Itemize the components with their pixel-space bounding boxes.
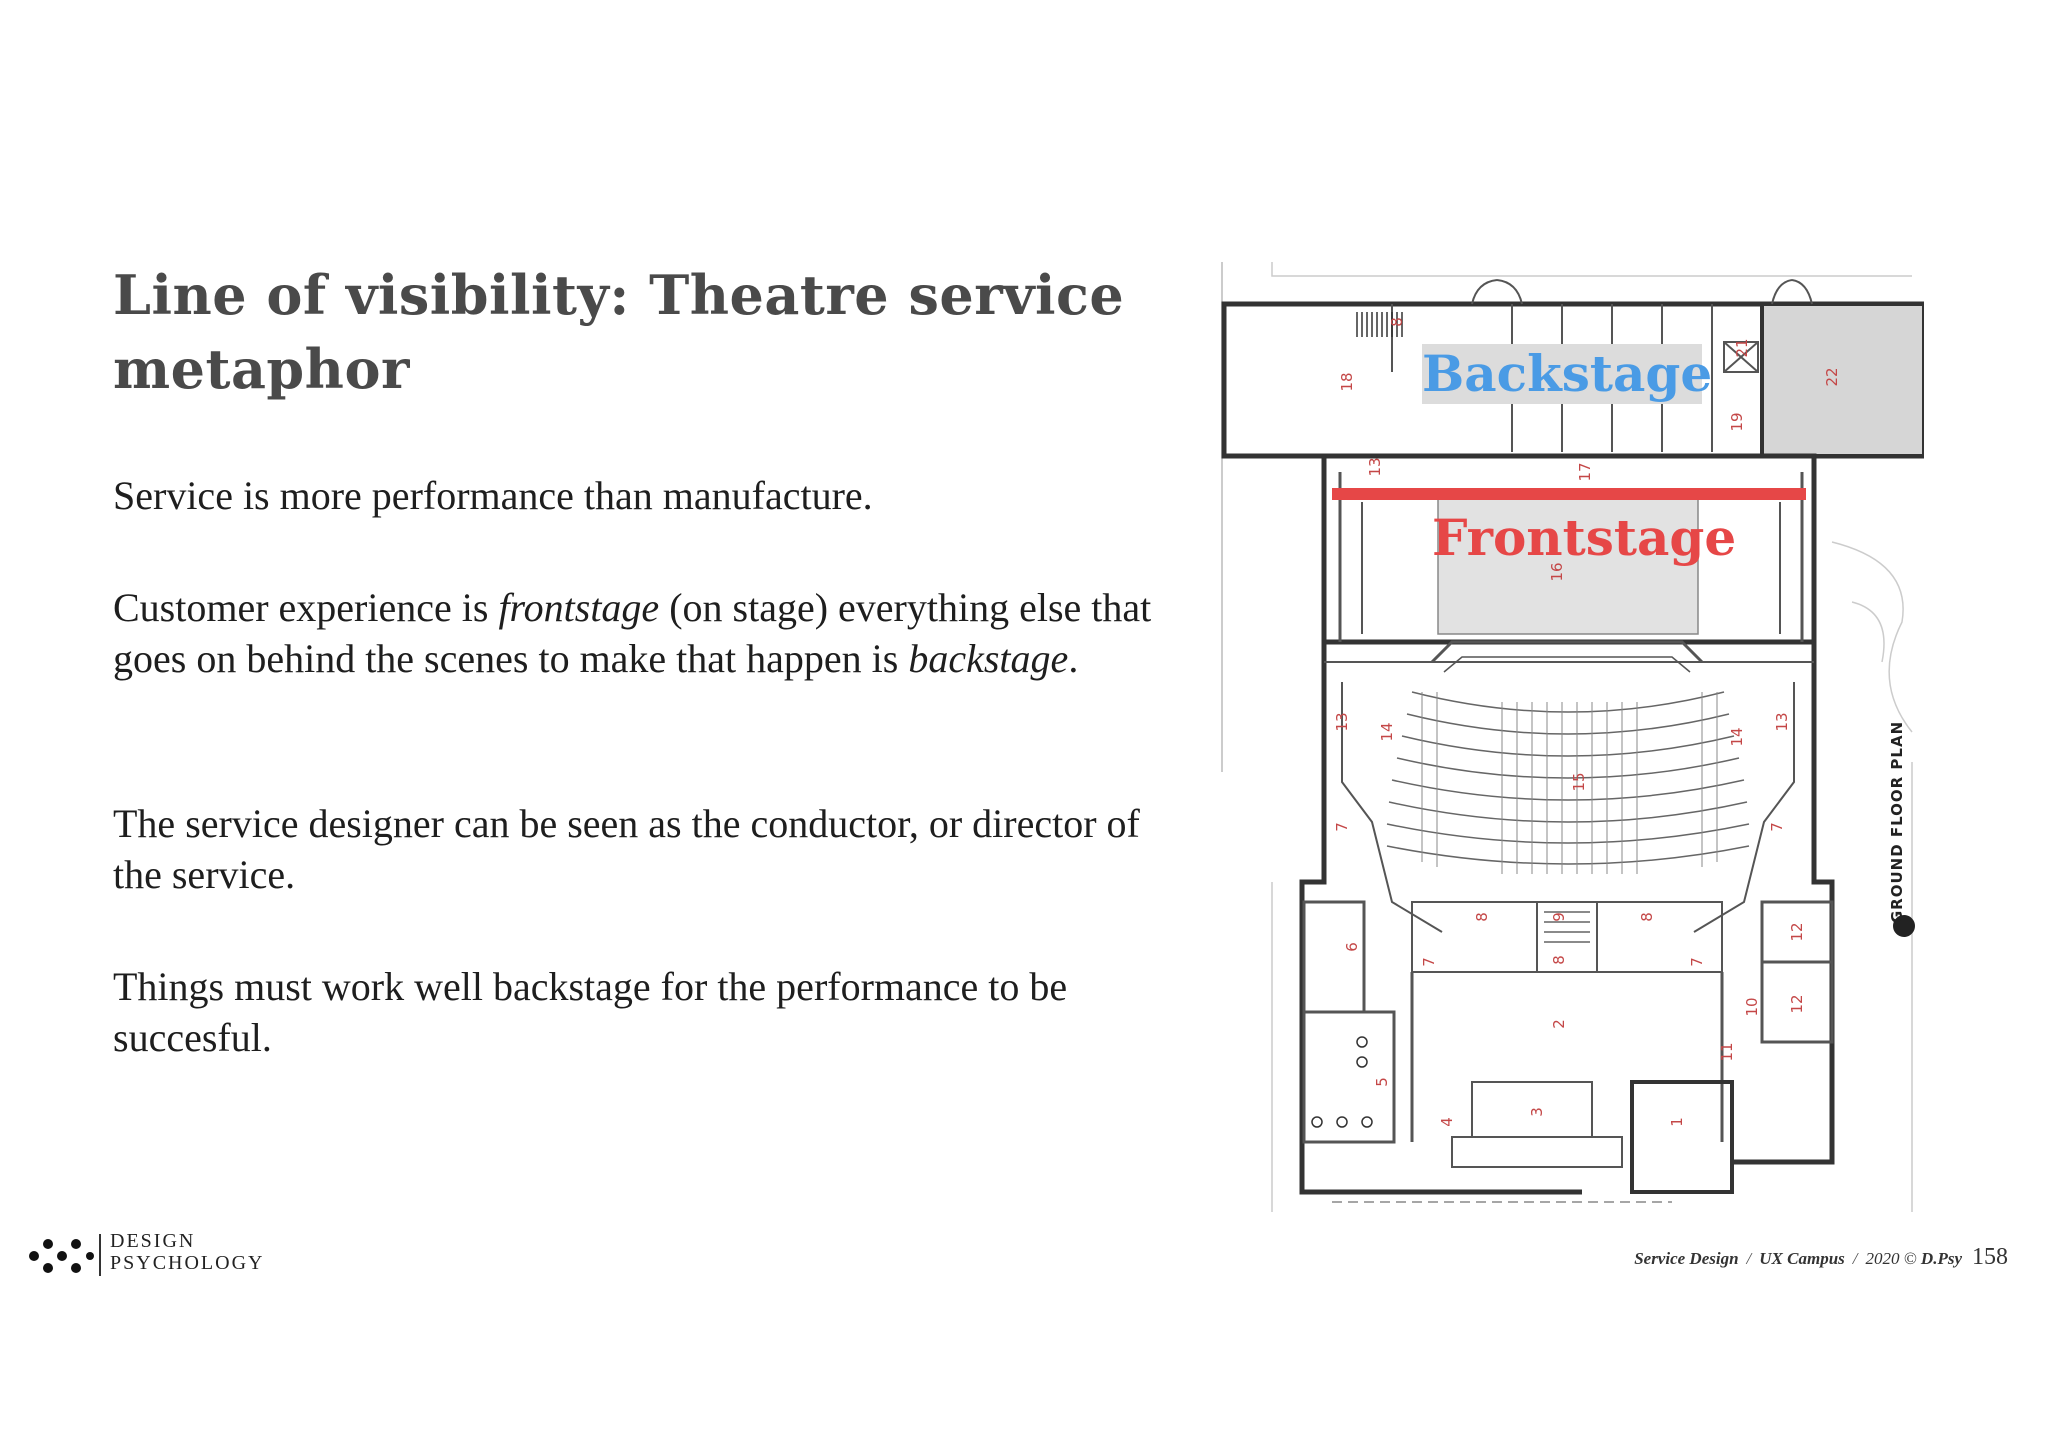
footer-year: 2020 © bbox=[1865, 1249, 1917, 1268]
room-3: 3 bbox=[1528, 1107, 1546, 1117]
p2-text-a: Customer experience is bbox=[113, 585, 499, 630]
p2-text-b: (on stage) everything else that goes on behind the scenes to make that happen is bbox=[113, 585, 1152, 681]
room-1: 1 bbox=[1668, 1117, 1686, 1127]
p2-text-c: . bbox=[1068, 636, 1079, 681]
room-19: 19 bbox=[1728, 412, 1746, 432]
room-18: 18 bbox=[1338, 372, 1356, 392]
room-13-left: 13 bbox=[1333, 712, 1351, 732]
room-9: 9 bbox=[1550, 912, 1568, 922]
frontstage-label: Frontstage bbox=[1432, 508, 1737, 567]
logo-divider bbox=[99, 1234, 101, 1276]
slide-title: Line of visibility: Theatre service metaphor bbox=[113, 263, 1125, 401]
room-7-left: 7 bbox=[1333, 822, 1351, 832]
room-5: 5 bbox=[1373, 1077, 1391, 1087]
room-14-left: 14 bbox=[1378, 722, 1396, 742]
paragraph-backstage-work: Things must work well backstage for the performance to be succesful. bbox=[113, 964, 1068, 1060]
room-14-right: 14 bbox=[1728, 727, 1746, 747]
room-13-right: 13 bbox=[1773, 712, 1791, 732]
backstage-label: Backstage bbox=[1422, 344, 1713, 403]
room-4: 4 bbox=[1438, 1117, 1456, 1127]
backstage-term: backstage bbox=[908, 636, 1069, 681]
room-10: 10 bbox=[1743, 997, 1761, 1017]
footer-separator-1: / bbox=[1746, 1249, 1752, 1268]
paragraph-frontstage-backstage bbox=[113, 582, 1183, 684]
theatre-floor-plan bbox=[1212, 262, 1924, 1212]
room-8-top: 8 bbox=[1388, 317, 1406, 327]
room-7-right: 7 bbox=[1768, 822, 1786, 832]
room-22: 22 bbox=[1823, 367, 1841, 387]
paragraph-performance: Service is more performance than manufacture. bbox=[113, 473, 873, 518]
room-12-lower: 12 bbox=[1788, 994, 1806, 1014]
room-7-lobby-left: 7 bbox=[1420, 957, 1438, 967]
logo-line-design: DESIGN bbox=[110, 1230, 196, 1252]
slide-footer bbox=[1108, 1244, 2008, 1271]
room-6: 6 bbox=[1343, 942, 1361, 952]
room-12-upper: 12 bbox=[1788, 922, 1806, 942]
footer-campus: UX Campus bbox=[1759, 1249, 1845, 1268]
room-15: 15 bbox=[1570, 772, 1588, 792]
room-8-right: 8 bbox=[1638, 912, 1656, 922]
line-of-visibility bbox=[1332, 488, 1806, 500]
room-8-left: 8 bbox=[1473, 912, 1491, 922]
footer-course: Service Design bbox=[1634, 1249, 1739, 1268]
ground-floor-plan-label: GROUND FLOOR PLAN bbox=[1888, 720, 1906, 924]
footer-separator-2: / bbox=[1852, 1249, 1858, 1268]
paragraph-service-designer: The service designer can be seen as the conductor, or director of the service. bbox=[113, 801, 1140, 897]
room-8-center: 8 bbox=[1550, 955, 1568, 965]
room-11: 11 bbox=[1718, 1042, 1736, 1062]
room-16: 16 bbox=[1548, 562, 1566, 582]
room-21: 21 bbox=[1733, 338, 1751, 358]
room-2: 2 bbox=[1550, 1019, 1568, 1029]
logo-line-psychology: PSYCHOLOGY bbox=[110, 1252, 265, 1274]
footer-author: D.Psy bbox=[1920, 1249, 1962, 1268]
room-7-lobby-right: 7 bbox=[1688, 957, 1706, 967]
logo-text bbox=[110, 1230, 264, 1274]
room-17: 17 bbox=[1576, 462, 1594, 482]
room-13-stage: 13 bbox=[1366, 457, 1384, 477]
page-number: 158 bbox=[1972, 1244, 2008, 1270]
design-psychology-logo bbox=[28, 1230, 288, 1280]
logo-dots-icon bbox=[28, 1236, 94, 1276]
frontstage-term: frontstage bbox=[498, 585, 660, 630]
